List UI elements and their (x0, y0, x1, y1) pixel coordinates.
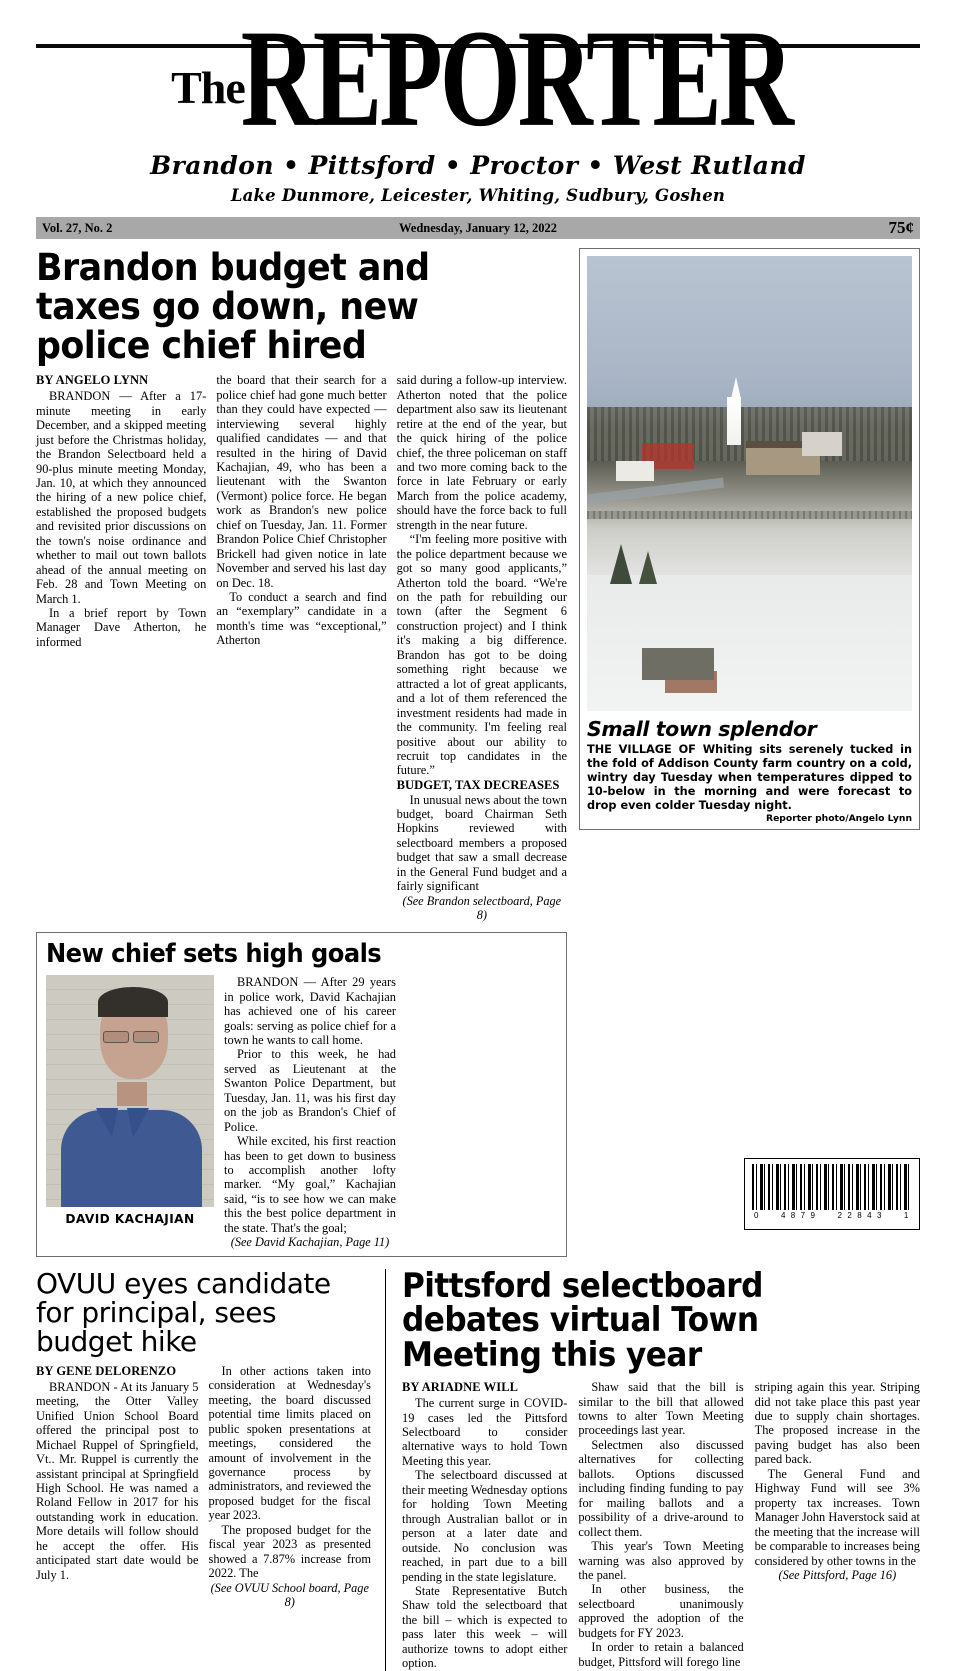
chief-box-inner (46, 975, 557, 1249)
lead-story-columns (36, 373, 567, 922)
ovuu-column-1 (36, 1364, 199, 1609)
chief-portrait-photo (46, 975, 214, 1207)
village-photo-region (579, 248, 920, 1256)
paragraph: The selectboard discussed at their meeting Wednesday options for holding Town Meeting through Australian ballot or in person at a later date and outside. No conclusion was reached, in part due to a bill pending in the state legislature. (402, 1468, 568, 1584)
photo-church-spire (731, 377, 741, 399)
pittsford-column-2 (578, 1380, 743, 1671)
pittsford-story-region (386, 1265, 920, 1671)
photo-feeder (642, 648, 714, 680)
barcode-right-digit: 1 (903, 1211, 910, 1220)
paragraph: The General Fund and Highway Fund will see 3% property tax increases. Town Manager John Haverstock said at the meeting that the increase will be comparable to increases being considered by other towns in the (754, 1466, 920, 1568)
ovuu-col2-body (209, 1364, 372, 1609)
lead-col3-body (397, 373, 567, 922)
paragraph: The current surge in COVID-19 cases led the Pittsford Selectboard to consider alternative ways to hold Town Meeting this year. (402, 1396, 568, 1468)
top-zone (36, 245, 920, 1256)
photo-snow-field (587, 575, 912, 712)
village-caption-body: THE VILLAGE OF Whiting sits serenely tucked in the fold of Addison County farm country on a cold, wintry day Tuesday when temperatures dipped to 10-below in the morning and were forecast to drop even colder Tuesday night. (587, 743, 912, 812)
ovuu-story-region (36, 1266, 386, 1671)
village-photo-box (579, 248, 920, 829)
pittsford-col3-body (755, 1380, 920, 1582)
lead-column-2 (216, 373, 386, 922)
village-photo (587, 256, 912, 711)
masthead-nameplate: REPORTER (240, 1, 791, 156)
paragraph: Selectmen also discussed alternatives for collecting ballots. Options discussed including finding funding to pay for mailing ballots and a possibility of a drive-around to collect them. (578, 1437, 744, 1539)
paragraph: Shaw said that the bill is similar to the bill that allowed towns to alter Town Meeting proceedings last year. (578, 1380, 744, 1438)
photo-church-tower (727, 397, 741, 445)
pittsford-headline: Pittsford selectboard debates virtual Town Meeting this year (402, 1265, 763, 1374)
lead-headline: Brandon budget and taxes go down, new police chief hired (36, 245, 430, 367)
chief-photo-caption: DAVID KACHAJIAN (65, 1212, 195, 1227)
village-caption-headline: Small town splendor (587, 717, 817, 742)
ovuu-col1-body (36, 1380, 199, 1582)
lead-story-region (36, 245, 579, 1256)
masthead-the: The (171, 61, 245, 113)
ovuu-jumpline: (See OVUU School board, Page 8) (210, 1580, 369, 1609)
portrait-hair (98, 987, 168, 1017)
barcode-digits (752, 1211, 912, 1220)
village-photo-credit: Reporter photo/Angelo Lynn (766, 812, 912, 824)
ovuu-byline: BY GENE DELORENZO (36, 1363, 177, 1378)
portrait-glasses-right-lens (133, 1031, 159, 1043)
photo-hedgerow (587, 511, 912, 519)
paragraph: This year's Town Meeting warning was also approved by the panel. (578, 1539, 744, 1582)
pittsford-col1-body (402, 1396, 567, 1671)
paragraph: State Representative Butch Shaw told the selectboard that the bill – which is expected to pass later this week – will authorize towns to adopt either option. (402, 1584, 568, 1671)
paragraph: said during a follow-up interview. Atherton noted that the police department also saw its lieutenant retire at the end of the year, but the quick hiring of the police chief, the three policeman on staff and two more coming back to the force in late February or early March from the police academy, should have the force back to full strength in the near future. (396, 373, 567, 532)
photo-road (587, 478, 724, 505)
new-chief-story-box (36, 932, 567, 1256)
portrait-glasses-left-lens (103, 1031, 129, 1043)
chief-jumpline: (See David Kachajian, Page 11) (230, 1235, 390, 1250)
masthead-title-line (36, 1, 920, 156)
paragraph: striping again this year. Striping did not take place this past year due to supply chain shortages. The proposed increase in the paving budget has also been pared back. (754, 1380, 920, 1467)
ovuu-column-2 (209, 1364, 372, 1609)
portrait-collar-left (96, 1108, 118, 1138)
lead-subhead: BUDGET, TAX DECREASES (396, 777, 560, 792)
paragraph: In other business, the selectboard unanimously approved the adoption of the budgets for FY 2023. (578, 1582, 744, 1640)
paragraph: The proposed budget for the fiscal year 2023 as presented showed a 7.87% increase from 2022. The (208, 1522, 371, 1581)
paragraph: Prior to this week, he had served as Lieutenant at the Swanton Police Department, but Tuesday, Jan. 11, was his first day on the job as Brandon's Chief of Police. (224, 1047, 396, 1134)
barcode-left-digit: 0 (754, 1211, 761, 1220)
bottom-zone (36, 1265, 920, 1671)
paragraph: “I'm feeling more positive with the police department because we got so many good applicants,” Atherton told the board. “We're on the path for rebuilding our town (after the Segment 6 construction project) and I think it's making a big difference. Brandon has got to be doing something right because we attracted a lot of great applicants, and a lot of them referenced the investment residents had made in the community. I'm feeling real positive about our ability to recruit top candidates in the future.” (396, 532, 567, 778)
paragraph: In order to retain a balanced budget, Pittsford will forego line (578, 1640, 744, 1669)
paragraph: In a brief report by Town Manager Dave Atherton, he informed (36, 606, 207, 649)
masthead (36, 1, 920, 206)
masthead-subtowns: Lake Dunmore, Leicester, Whiting, Sudbury, Goshen (230, 186, 726, 206)
barcode-group-2: 2 2 8 4 3 (837, 1211, 884, 1220)
photo-side-house (616, 461, 654, 481)
paragraph: BRANDON — After 29 years in police work, David Kachajian has achieved one of his career goals: serving as police chief for a town he wants to call home. (224, 975, 396, 1047)
pittsford-byline: BY ARIADNE WILL (402, 1380, 519, 1395)
pittsford-column-1 (402, 1380, 567, 1671)
photo-pine-tree-2 (639, 551, 657, 584)
paragraph: In other actions taken into consideration at Wednesday's meeting, the board discussed potential time limits placed on public spoken presentations at meetings, considered the amount of involvement in the governance process by administrators, and reviewed the proposed budget for the fiscal year 2023. (208, 1363, 371, 1523)
pittsford-col2-body (578, 1380, 743, 1669)
paragraph: While excited, his first reaction has been to get down to business to accomplish another lofty marker. “My goal,” Kachajian said, “is to see how we can make this the best police department in the state. That's the goal; (224, 1134, 396, 1235)
photo-pine-tree (610, 544, 632, 584)
newspaper-front-page (0, 1, 956, 1671)
lead-column-3 (397, 373, 567, 922)
paragraph: In unusual news about the town budget, board Chairman Seth Hopkins reviewed with selectboard members a proposed budget that saw a small decrease in the General Fund budget and a fairly significant (396, 792, 567, 894)
folio-volume: Vol. 27, No. 2 (42, 220, 113, 235)
ovuu-headline: OVUU eyes candidate for principal, sees budget hike (36, 1266, 331, 1359)
pittsford-column-3 (755, 1380, 920, 1671)
pittsford-columns (402, 1380, 920, 1671)
lead-byline: BY ANGELO LYNN (36, 373, 149, 388)
lead-jumpline: (See Brandon selectboard, Page 8) (402, 893, 562, 923)
folio-bar (36, 217, 920, 239)
lead-column-1 (36, 373, 206, 922)
portrait-neck (117, 1082, 147, 1106)
portrait-collar-right (127, 1108, 149, 1138)
lead-col2-body (216, 373, 386, 648)
lead-col1-body (36, 389, 206, 649)
paragraph: BRANDON — After a 17-minute meeting in early December, and a skipped meeting just before the Christmas holiday, the Brandon Selectboard held a 90-plus minute meeting Monday, Jan. 10, at which they announced the hiring of a new police chief, established the proposed budgets and revisited prior discussions on the town's noise ordinance and whether to mail out town ballots ahead of the annual meeting on Feb. 28 and Town Meeting on March 1. (36, 389, 207, 606)
folio-price: 75¢ (888, 218, 914, 238)
folio-date: Wednesday, January 12, 2022 (398, 220, 557, 235)
barcode-box (744, 1158, 920, 1230)
barcode-bars (752, 1164, 912, 1210)
paragraph: To conduct a search and find an “exemplary” candidate in a month's time was “exceptional,” Atherton (216, 590, 387, 648)
barcode-group-1: 4 8 7 9 (780, 1211, 817, 1220)
chief-headline: New chief sets high goals (46, 939, 382, 970)
paragraph: BRANDON - At its January 5 meeting, the Otter Valley Unified Union School Board offered the principal post to Michael Ruppel of Springfield, Vt.. Mr. Ruppel is currently the assistant principal at Springfield High School. He was named a Roland Fellow in 2017 for his outstanding work in education. More details will follow should he accept the offer. His anticipated start date would be July 1. (36, 1379, 199, 1582)
masthead-towns: Brandon • Pittsford • Proctor • West Rutland (150, 151, 806, 181)
ovuu-columns (36, 1364, 371, 1609)
photo-white-house (802, 432, 842, 456)
paragraph: the board that their search for a police chief had gone much better than they could have expected — interviewing several highly qualified candidates — and that resulted in the hiring of David Kachajian, 49, who has been a lieutenant with the Swanton (Vermont) police force. He began work as Brandon's new police chief on Tuesday, Jan. 11. Former Brandon Police Chief Christopher Brickell had given notice in late November and served his last day on Dec. 18. (216, 373, 387, 590)
chief-story-text (224, 975, 396, 1249)
chief-photo-wrap (46, 975, 214, 1249)
pittsford-jumpline: (See Pittsford, Page 16) (778, 1568, 897, 1582)
